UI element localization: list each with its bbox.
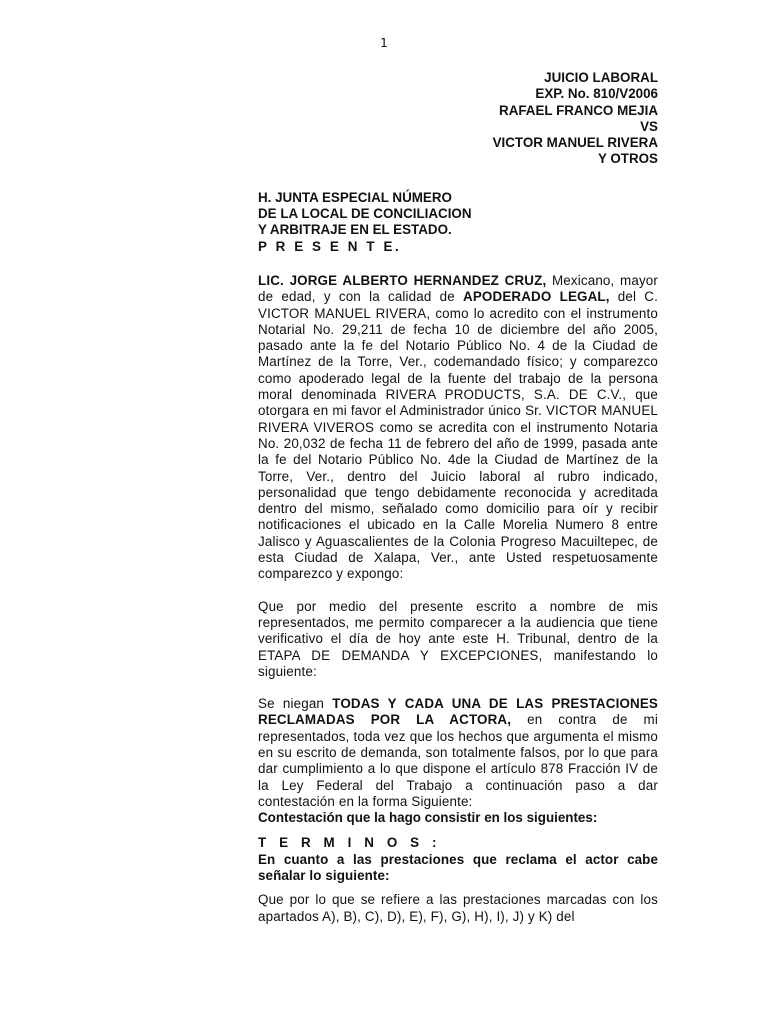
terminos-heading: T E R M I N O S :: [258, 835, 442, 851]
intro-text: del C. VICTOR MANUEL RIVERA, como lo acredito con el instrumento Notarial No. 29,211 de fecha 10 de diciembre del año 2005, pasado ante la fe del Notario Público No. 4 de la Ciudad de Martínez de la Torre, Ver., codemandado físico; y comparezco como apoderado legal de la fuente del trabajo de la persona moral denominada RIVERA PRODUCTS, S.A. DE C.V., que otorgara en mi favor el Administrador único Sr. VICTOR MANUEL RIVERA VIVEROS como se acredita con el instrumento Notaria No. 20,032 de fecha 11 de febrero del año de 1999, pasada ante la fe del Notario Público No. 4de la Ciudad de Martínez de la Torre, Ver., dentro del Juicio laboral al rubro indicado, personalidad que tengo debidamente reconocida y acreditada dentro del mismo, señalado como domicilio para oír y recibir notificaciones el ubicado en la Calle Morelia Numero 8 entre Jalisco y Aguascalientes de la Colonia Progreso Macuiltepec, de esta Ciudad de Xalapa, Ver., ante Usted respetuosamente comparezco y expongo:: [258, 289, 658, 582]
caption-line: EXP. No. 810/V2006: [535, 86, 658, 102]
denial-emphasis: TODAS Y CADA UNA DE LAS PRESTACIONES RECLAMADAS POR LA ACTORA,: [258, 696, 658, 728]
intro-text: Mexicano, mayor de edad, y con la calidad de: [258, 272, 659, 305]
addressee-block: [258, 190, 658, 255]
addressee-line: Y ARBITRAJE EN EL ESTADO.: [258, 222, 452, 238]
prestaciones-paragraph: Que por lo que se refiere a las prestaciones marcadas con los apartados A), B), C), D), E), F), G), H), I), J) y K) del: [258, 892, 658, 924]
page-number: 1: [380, 36, 388, 50]
appearance-paragraph: Que por medio del presente escrito a nombre de mis representados, me permito comparecer a la audiencia que tiene verificativo el día de hoy ante este H. Tribunal, dentro de la ETAPA DE DEMANDA Y EXCEPCIONES, manifestando lo siguiente:: [258, 598, 658, 679]
addressee-line: DE LA LOCAL DE CONCILIACION: [258, 206, 472, 222]
intro-paragraph: [258, 273, 658, 583]
denial-paragraph: [258, 696, 658, 810]
contestacion-heading: Contestación que la hago consistir en los siguientes:: [258, 810, 598, 826]
attorney-role: APODERADO LEGAL,: [463, 289, 610, 305]
caption-line: JUICIO LABORAL: [544, 70, 658, 85]
denial-text: en contra de mi representados, toda vez que los hechos que argumenta el mismo en su escrito de demanda, son totalmente falsos, por lo que para dar cumplimiento a lo que dispone el artículo 878 Fracción IV de la Ley Federal del Trabajo a continuación paso a dar contestación en la forma Siguiente:: [258, 712, 658, 809]
caption-line: Y OTROS: [597, 151, 658, 167]
case-caption: [258, 70, 658, 168]
prestaciones-heading: En cuanto a las prestaciones que reclama el actor cabe señalar lo siguiente:: [258, 851, 658, 884]
caption-line: RAFAEL FRANCO MEJIA: [499, 102, 658, 118]
addressee-line: H. JUNTA ESPECIAL NÚMERO: [258, 189, 452, 205]
denial-lead: Se niegan: [258, 696, 333, 712]
caption-line: VS: [640, 118, 658, 134]
caption-line: VICTOR MANUEL RIVERA: [492, 135, 658, 151]
attorney-name: LIC. JORGE ALBERTO HERNANDEZ CRUZ,: [258, 272, 547, 288]
addressee-line: P R E S E N T E.: [258, 238, 402, 254]
document-body: [258, 70, 658, 925]
